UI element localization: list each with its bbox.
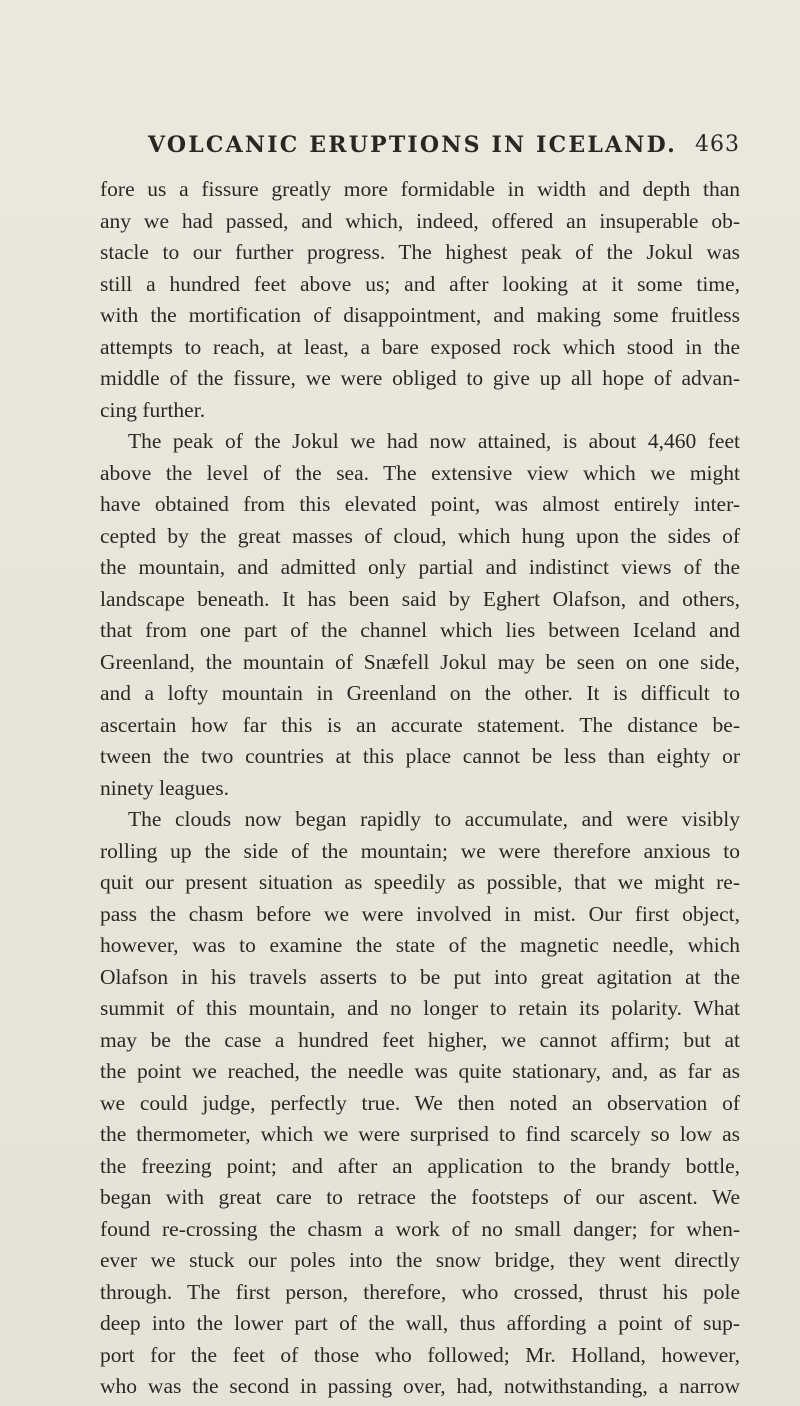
text-line: deep into the lower part of the wall, thus affording a point of sup-	[100, 1311, 740, 1335]
text-line: tween the two countries at this place cannot be less than eighty or	[100, 744, 740, 768]
text-line: Olafson in his travels asserts to be put into great agitation at the	[100, 964, 740, 989]
text-line: attempts to reach, at least, a bare exposed rock which stood in the	[100, 334, 740, 359]
text-line: The clouds now began rapidly to accumulate, and were visibly	[128, 807, 740, 831]
text-line: began with great care to retrace the footsteps of our ascent. We	[100, 1185, 740, 1209]
text-line: through. The first person, therefore, who crossed, thrust his pole	[100, 1279, 740, 1304]
text-line: cing further.	[100, 397, 206, 422]
text-line: the freezing point; and after an application to the brandy bottle,	[100, 1153, 740, 1178]
text-line: that from one part of the channel which lies between Iceland and	[100, 618, 740, 642]
text-line: landscape beneath. It has been said by Eghert Olafson, and others,	[100, 586, 740, 611]
text-line: who was the second in passing over, had, notwithstanding, a narrow	[100, 1374, 740, 1398]
text-line: however, was to examine the state of the magnetic needle, which	[100, 933, 740, 957]
text-line: found re-crossing the chasm a work of no small danger; for when-	[100, 1216, 740, 1241]
text-line: above the level of the sea. The extensive view which we might	[100, 460, 740, 485]
page-number: 463	[695, 132, 740, 157]
text-line: quit our present situation as speedily as possible, that we might re-	[100, 870, 740, 894]
text-line: any we had passed, and which, indeed, offered an insuperable ob-	[100, 208, 740, 233]
text-line: The peak of the Jokul we had now attained, is about 4,460 feet	[128, 429, 740, 453]
text-line: rolling up the side of the mountain; we were therefore anxious to	[100, 838, 740, 863]
text-line: fore us a fissure greatly more formidable in width and depth than	[100, 177, 740, 201]
text-line: we could judge, perfectly true. We then noted an observation of	[100, 1090, 740, 1115]
text-line: with the mortification of disappointment, and making some fruitless	[100, 303, 740, 327]
text-line: cepted by the great masses of cloud, which hung upon the sides of	[100, 523, 740, 548]
text-line: stacle to our further progress. The highest peak of the Jokul was	[100, 240, 740, 264]
text-line: may be the case a hundred feet higher, we cannot affirm; but at	[100, 1027, 740, 1052]
text-line: Greenland, the mountain of Snæfell Jokul may be seen on one side,	[100, 649, 740, 674]
text-line: have obtained from this elevated point, was almost entirely inter-	[100, 492, 740, 516]
text-line: pass the chasm before we were involved in mist. Our first object,	[100, 901, 740, 926]
running-head	[100, 132, 740, 164]
text-line: port for the feet of those who followed; Mr. Holland, however,	[100, 1342, 740, 1367]
text-line: ninety leagues.	[100, 775, 229, 800]
text-line: ever we stuck our poles into the snow bridge, they went directly	[100, 1248, 740, 1272]
running-title: VOLCANIC ERUPTIONS IN ICELAND.	[148, 132, 677, 158]
text-line: ascertain how far this is an accurate statement. The distance be-	[100, 712, 740, 737]
text-line: the thermometer, which we were surprised to find scarcely so low as	[100, 1122, 740, 1146]
text-line: the point we reached, the needle was quite stationary, and, as far as	[100, 1059, 740, 1083]
body-text	[100, 174, 740, 1403]
text-line: and a lofty mountain in Greenland on the other. It is difficult to	[100, 681, 740, 705]
text-line: still a hundred feet above us; and after looking at it some time,	[100, 271, 740, 296]
text-line: the mountain, and admitted only partial and indistinct views of the	[100, 555, 740, 579]
text-line: summit of this mountain, and no longer to retain its polarity. What	[100, 996, 740, 1020]
text-line: middle of the fissure, we were obliged to give up all hope of advan-	[100, 366, 740, 390]
